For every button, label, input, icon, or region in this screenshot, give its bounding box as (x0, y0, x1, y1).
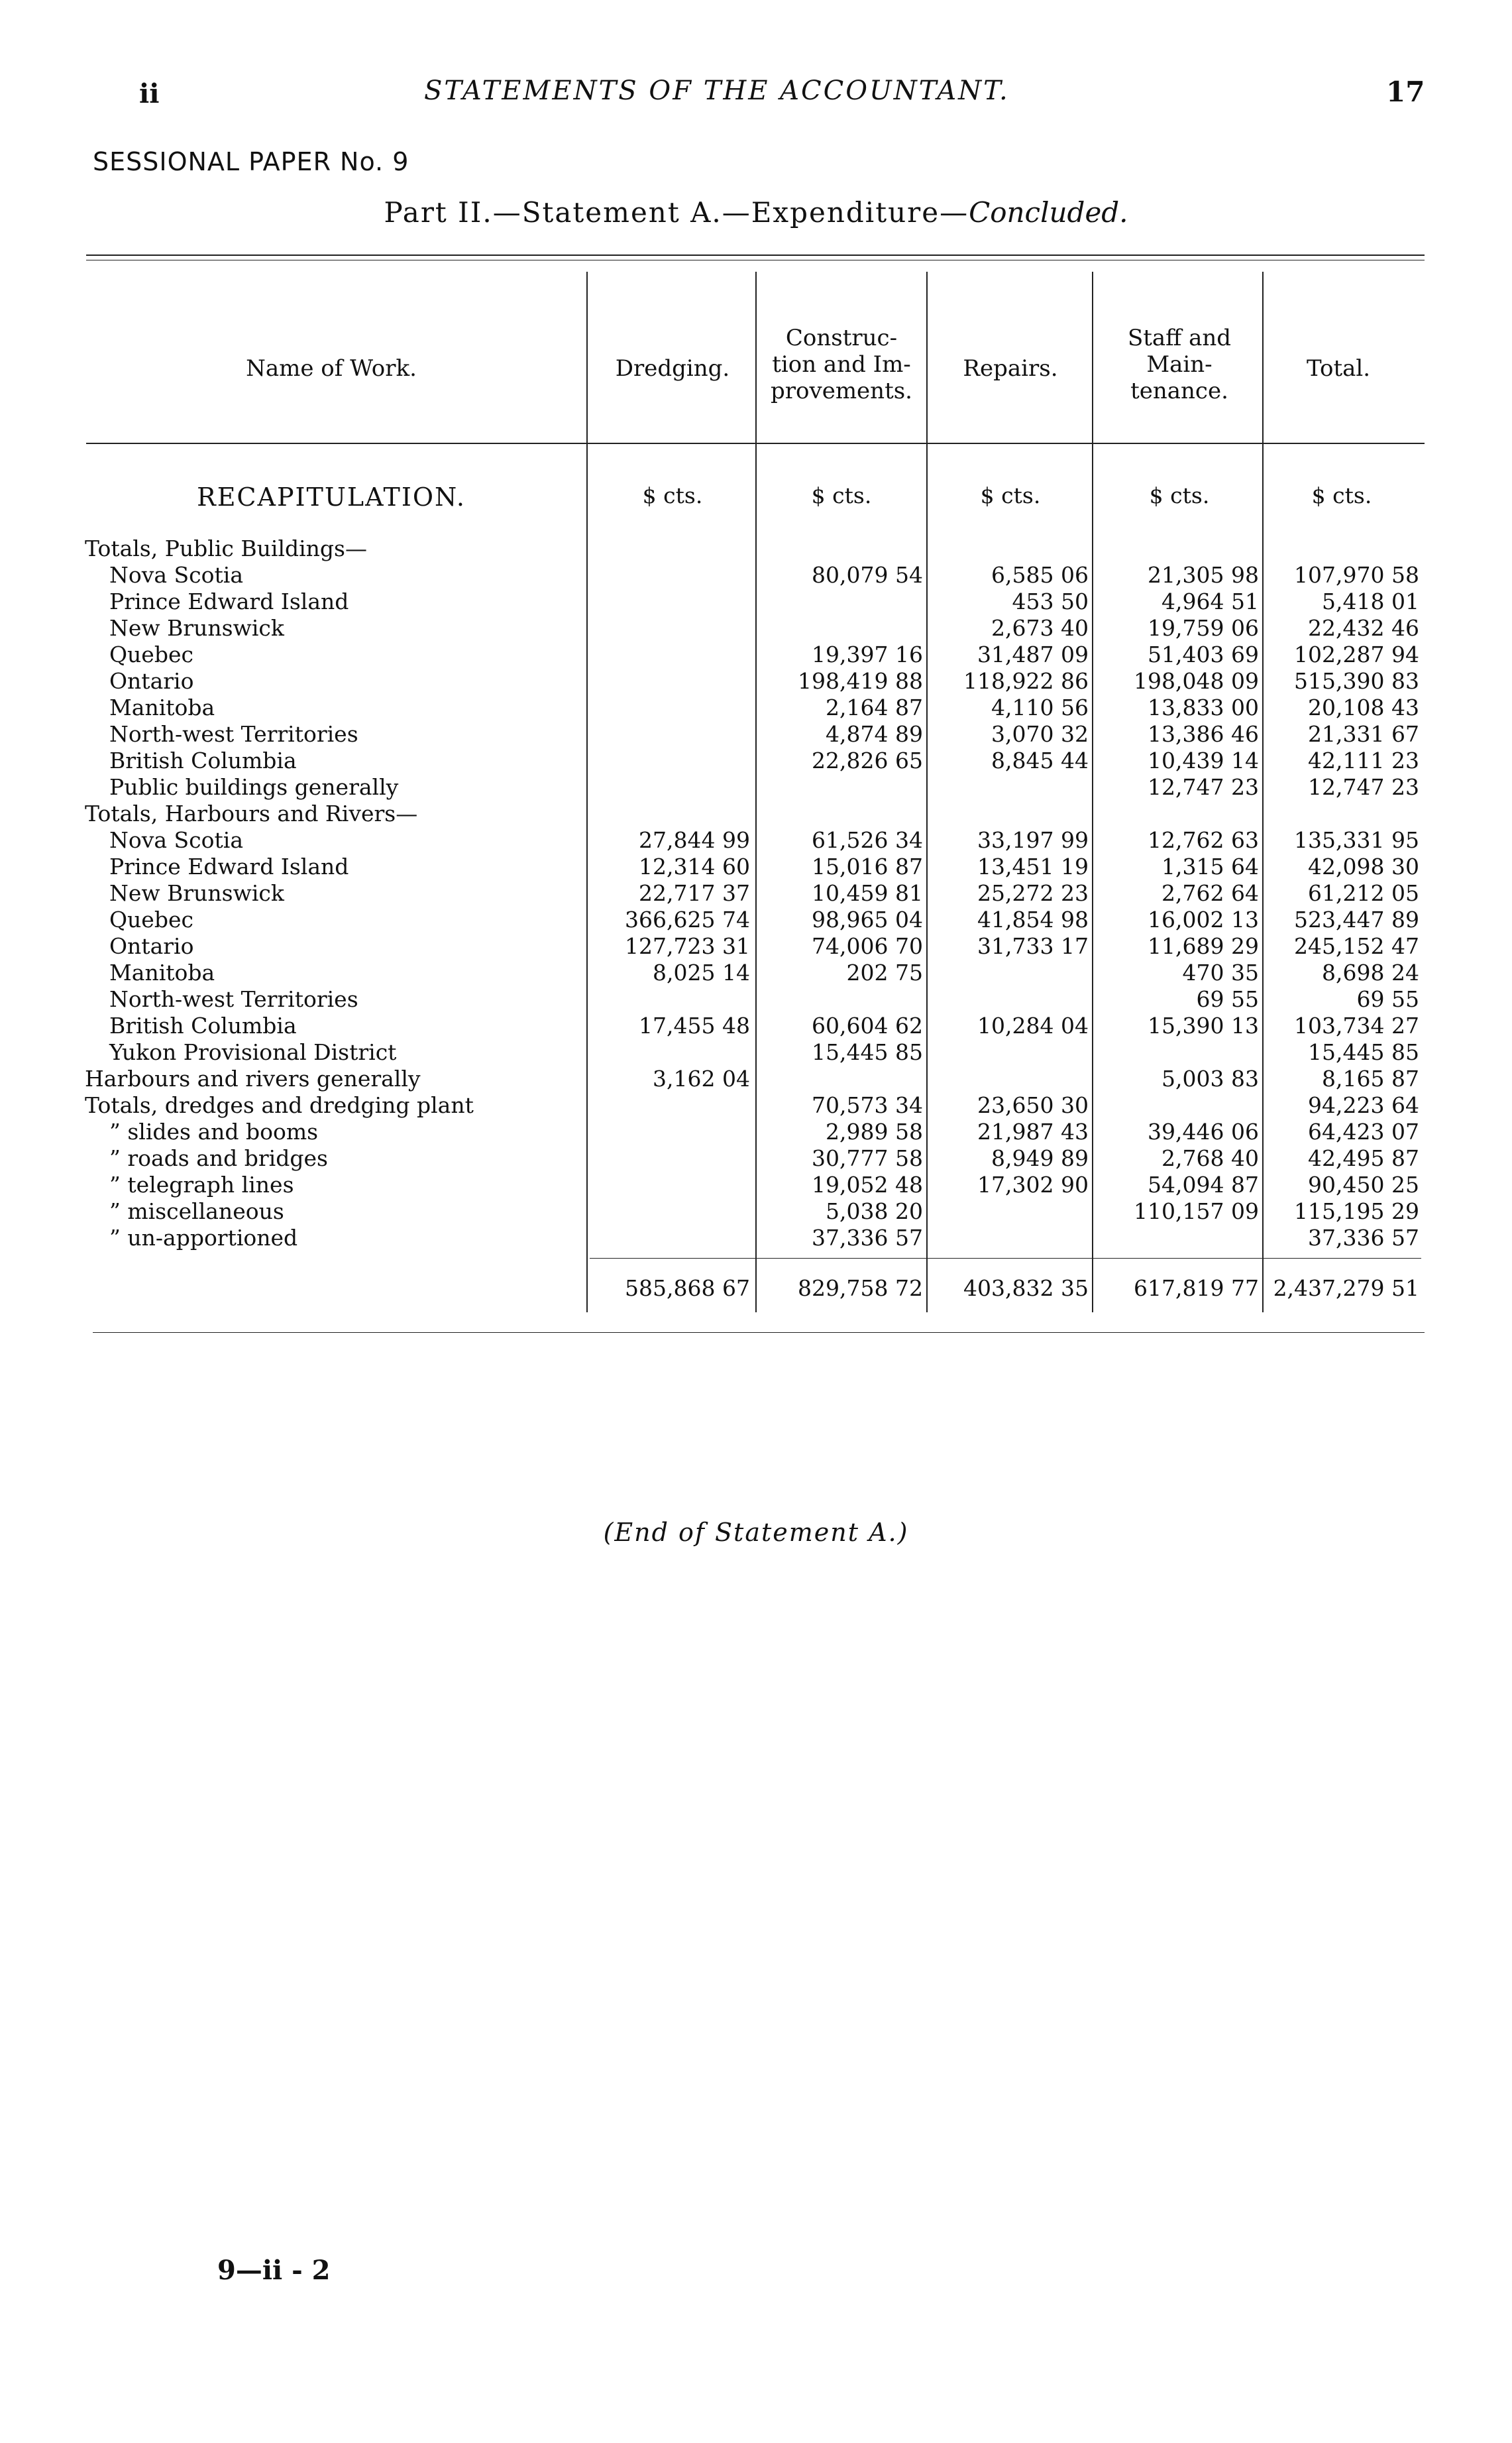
cell-r: 21,987 43 (977, 1119, 1089, 1145)
cell-t: 69 55 (1356, 986, 1419, 1012)
cell-s: 110,157 09 (1134, 1198, 1259, 1224)
row-label: Quebec (109, 642, 193, 667)
cell-s: 16,002 13 (1148, 907, 1259, 933)
statement-title-main: Part II.—Statement A.—Expenditure— (384, 196, 969, 229)
col-head-repairs: Repairs. (963, 355, 1058, 382)
row-label: Manitoba (109, 695, 215, 720)
col-head-staff-l2: Main- (1146, 351, 1213, 378)
row-label: Totals, dredges and dredging plant (85, 1092, 474, 1118)
cell-c: 74,006 70 (812, 933, 923, 959)
cell-d: 12,314 60 (639, 854, 750, 880)
cell-c: 15,445 85 (812, 1039, 923, 1065)
col-head-construction-l2: tion and Im- (772, 351, 911, 378)
cell-d: 22,717 37 (639, 880, 750, 906)
cell-s: 13,833 00 (1148, 695, 1259, 720)
row-label: New Brunswick (109, 615, 284, 641)
col-head-total: Total. (1306, 355, 1371, 382)
cell-t: 64,423 07 (1308, 1119, 1419, 1145)
cell-d: 127,723 31 (625, 933, 750, 959)
cell-c: 19,052 48 (812, 1172, 923, 1198)
cell-d: 366,625 74 (625, 907, 750, 933)
cell-s: 10,439 14 (1148, 748, 1259, 773)
cell-t: 8,698 24 (1322, 960, 1419, 986)
cell-t: 94,223 64 (1308, 1092, 1419, 1118)
cell-t: 523,447 89 (1294, 907, 1419, 933)
end-of-statement-note: (End of Statement A.) (603, 1518, 909, 1547)
cell-c: 80,079 54 (812, 562, 923, 588)
cell-r: 4,110 56 (991, 695, 1089, 720)
rule-sum (590, 1258, 1421, 1259)
cell-r: 25,272 23 (977, 880, 1089, 906)
rule-bottom (93, 1332, 1425, 1333)
cell-c: 2,164 87 (826, 695, 923, 720)
rule-top (86, 255, 1425, 256)
cell-t: 5,418 01 (1322, 589, 1419, 614)
sessional-paper: SESSIONAL PAPER No. 9 (93, 147, 409, 176)
unit-repairs: $ cts. (980, 483, 1041, 508)
cell-t: 20,108 43 (1308, 695, 1419, 720)
cell-t: 22,432 46 (1308, 615, 1419, 641)
col-head-construction-l3: provements. (771, 378, 912, 404)
header-left: ii (139, 78, 160, 109)
cell-t: 103,734 27 (1294, 1013, 1419, 1039)
cell-r: 41,854 98 (977, 907, 1089, 933)
page-number: 17 (1386, 76, 1425, 108)
cell-s: 11,689 29 (1148, 933, 1259, 959)
grand-total-s: 617,819 77 (1134, 1275, 1259, 1301)
cell-r: 10,284 04 (977, 1013, 1089, 1039)
row-label: Ontario (109, 668, 194, 694)
row-label: New Brunswick (109, 880, 284, 906)
cell-c: 202 75 (846, 960, 923, 986)
cell-c: 2,989 58 (826, 1119, 923, 1145)
row-label: Nova Scotia (109, 827, 243, 853)
col-head-staff (1097, 325, 1262, 404)
cell-s: 470 35 (1182, 960, 1259, 986)
col-divider-1 (586, 272, 588, 1312)
cell-t: 37,336 57 (1308, 1225, 1419, 1251)
col-head-name: Name of Work. (246, 355, 417, 382)
col-divider-4 (1092, 272, 1093, 1312)
row-label: North-west Territories (109, 986, 358, 1012)
col-divider-5 (1262, 272, 1264, 1312)
cell-t: 42,495 87 (1308, 1145, 1419, 1171)
row-label: Public buildings generally (109, 774, 399, 800)
cell-t: 42,098 30 (1308, 854, 1419, 880)
cell-t: 8,165 87 (1322, 1066, 1419, 1092)
cell-s: 2,762 64 (1161, 880, 1259, 906)
cell-t: 115,195 29 (1294, 1198, 1419, 1224)
row-label: British Columbia (109, 748, 297, 773)
col-divider-2 (755, 272, 757, 1312)
cell-t: 515,390 83 (1294, 668, 1419, 694)
cell-t: 102,287 94 (1294, 642, 1419, 667)
cell-s: 15,390 13 (1148, 1013, 1259, 1039)
row-label: Yukon Provisional District (109, 1039, 397, 1065)
cell-c: 98,965 04 (812, 907, 923, 933)
cell-s: 4,964 51 (1161, 589, 1259, 614)
cell-r: 118,922 86 (963, 668, 1089, 694)
unit-staff: $ cts. (1149, 483, 1210, 508)
cell-t: 90,450 25 (1308, 1172, 1419, 1198)
statement-title-concluded: Concluded. (969, 196, 1128, 229)
cell-s: 21,305 98 (1148, 562, 1259, 588)
cell-s: 2,768 40 (1161, 1145, 1259, 1171)
row-label: Harbours and rivers generally (85, 1066, 421, 1092)
row-label: Manitoba (109, 960, 215, 986)
cell-r: 31,733 17 (977, 933, 1089, 959)
cell-r: 31,487 09 (977, 642, 1089, 667)
cell-r: 6,585 06 (991, 562, 1089, 588)
row-label: Quebec (109, 907, 193, 933)
cell-c: 4,874 89 (826, 721, 923, 747)
unit-construction: $ cts. (811, 483, 872, 508)
cell-r: 13,451 19 (977, 854, 1089, 880)
col-head-staff-l3: tenance. (1130, 378, 1228, 404)
cell-s: 39,446 06 (1148, 1119, 1259, 1145)
cell-t: 61,212 05 (1308, 880, 1419, 906)
col-head-staff-l1: Staff and (1127, 325, 1232, 351)
cell-s: 5,003 83 (1161, 1066, 1259, 1092)
cell-t: 12,747 23 (1308, 774, 1419, 800)
cell-t: 245,152 47 (1294, 933, 1419, 959)
cell-r: 8,845 44 (991, 748, 1089, 773)
cell-r: 17,302 90 (977, 1172, 1089, 1198)
grand-total-d: 585,868 67 (625, 1275, 750, 1301)
cell-c: 19,397 16 (812, 642, 923, 667)
row-label: Prince Edward Island (109, 589, 349, 614)
cell-t: 42,111 23 (1308, 748, 1419, 773)
cell-c: 5,038 20 (826, 1198, 923, 1224)
row-label: Nova Scotia (109, 562, 243, 588)
cell-r: 8,949 89 (991, 1145, 1089, 1171)
row-label: Totals, Public Buildings— (85, 536, 367, 561)
cell-r: 2,673 40 (991, 615, 1089, 641)
cell-s: 13,386 46 (1148, 721, 1259, 747)
row-label: Ontario (109, 933, 194, 959)
cell-d: 3,162 04 (653, 1066, 750, 1092)
cell-s: 54,094 87 (1148, 1172, 1259, 1198)
cell-r: 453 50 (1012, 589, 1089, 614)
row-label: ” telegraph lines (109, 1172, 294, 1198)
grand-total-r: 403,832 35 (963, 1275, 1089, 1301)
cell-c: 60,604 62 (812, 1013, 923, 1039)
cell-t: 107,970 58 (1294, 562, 1419, 588)
cell-s: 69 55 (1196, 986, 1259, 1012)
cell-c: 198,419 88 (798, 668, 923, 694)
cell-c: 61,526 34 (812, 827, 923, 853)
grand-total-c: 829,758 72 (798, 1275, 923, 1301)
cell-c: 22,826 65 (812, 748, 923, 773)
row-label: British Columbia (109, 1013, 297, 1039)
cell-s: 19,759 06 (1148, 615, 1259, 641)
cell-d: 27,844 99 (639, 827, 750, 853)
col-head-construction (759, 325, 924, 404)
unit-total: $ cts. (1311, 483, 1372, 508)
cell-d: 17,455 48 (639, 1013, 750, 1039)
statement-title (0, 196, 1512, 229)
cell-t: 21,331 67 (1308, 721, 1419, 747)
row-label: North-west Territories (109, 721, 358, 747)
cell-c: 70,573 34 (812, 1092, 923, 1118)
cell-s: 51,403 69 (1148, 642, 1259, 667)
cell-s: 198,048 09 (1134, 668, 1259, 694)
page-code: 9—ii - 2 (217, 2255, 331, 2286)
cell-c: 37,336 57 (812, 1225, 923, 1251)
grand-total-t: 2,437,279 51 (1273, 1275, 1419, 1301)
row-label: ” slides and booms (109, 1119, 319, 1145)
cell-c: 10,459 81 (812, 880, 923, 906)
cell-r: 3,070 32 (991, 721, 1089, 747)
row-label: ” miscellaneous (109, 1198, 284, 1224)
col-head-dredging: Dredging. (615, 355, 730, 382)
cell-s: 1,315 64 (1161, 854, 1259, 880)
row-label: ” un-apportioned (109, 1225, 298, 1251)
row-label: Prince Edward Island (109, 854, 349, 880)
row-label: ” roads and bridges (109, 1145, 328, 1171)
cell-t: 15,445 85 (1308, 1039, 1419, 1065)
running-title: STATEMENTS OF THE ACCOUNTANT. (424, 76, 1010, 106)
row-label: Totals, Harbours and Rivers— (85, 801, 418, 826)
col-head-construction-l1: Construc- (785, 325, 898, 351)
cell-r: 33,197 99 (977, 827, 1089, 853)
recapitulation-heading: RECAPITULATION. (197, 483, 466, 512)
cell-d: 8,025 14 (653, 960, 750, 986)
col-divider-3 (926, 272, 928, 1312)
cell-c: 15,016 87 (812, 854, 923, 880)
cell-c: 30,777 58 (812, 1145, 923, 1171)
cell-t: 135,331 95 (1294, 827, 1419, 853)
cell-s: 12,747 23 (1148, 774, 1259, 800)
unit-dredging: $ cts. (642, 483, 703, 508)
cell-r: 23,650 30 (977, 1092, 1089, 1118)
cell-s: 12,762 63 (1148, 827, 1259, 853)
